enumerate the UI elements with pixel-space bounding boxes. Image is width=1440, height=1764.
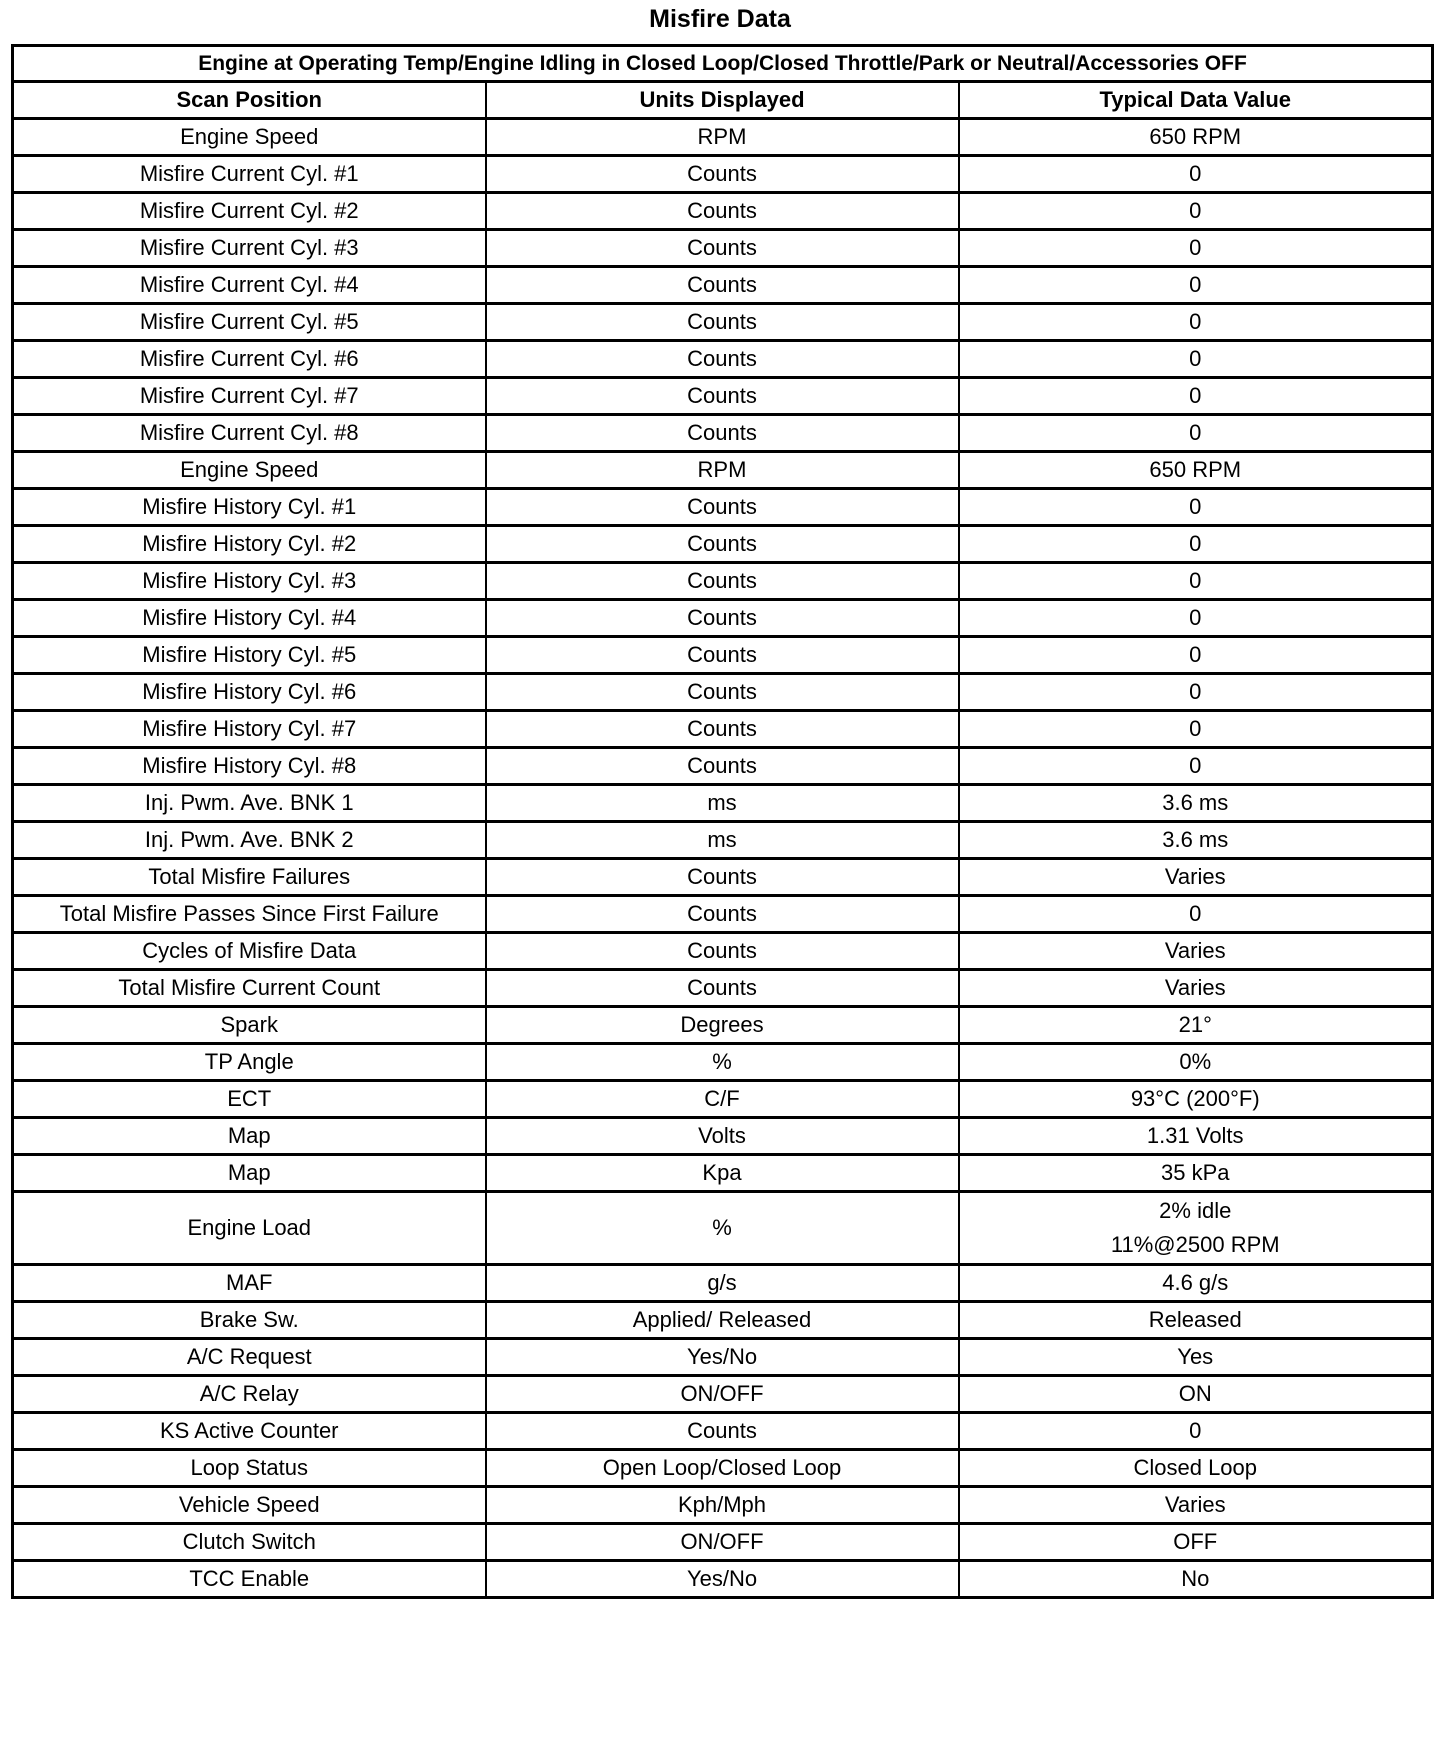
typical-value-cell: 35 kPa [959,1155,1433,1192]
typical-value-cell: Varies [959,933,1433,970]
scan-position-cell: Map [13,1118,486,1155]
units-displayed-cell: ms [486,785,959,822]
units-displayed-cell: Counts [486,711,959,748]
units-displayed-cell: Counts [486,193,959,230]
units-displayed-cell: Volts [486,1118,959,1155]
units-displayed-cell: Applied/ Released [486,1302,959,1339]
units-displayed-cell: Counts [486,970,959,1007]
table-row [13,748,1433,785]
scan-position-cell: Misfire History Cyl. #2 [13,526,486,563]
header-row [13,82,1433,119]
typical-value-cell: 0 [959,341,1433,378]
scan-position-cell: Misfire History Cyl. #5 [13,637,486,674]
table-row [13,1118,1433,1155]
table-row [13,341,1433,378]
units-displayed-cell: Degrees [486,1007,959,1044]
typical-value-cell: 0% [959,1044,1433,1081]
typical-value-cell: 0 [959,156,1433,193]
scan-position-cell: Cycles of Misfire Data [13,933,486,970]
units-displayed-cell: Kph/Mph [486,1487,959,1524]
table-row [13,1339,1433,1376]
typical-value-cell: 0 [959,230,1433,267]
scan-position-cell: TCC Enable [13,1561,486,1598]
table-row [13,230,1433,267]
typical-value-cell: Varies [959,859,1433,896]
units-displayed-cell: Counts [486,600,959,637]
typical-value-cell: 0 [959,193,1433,230]
typical-value-cell: 0 [959,489,1433,526]
typical-value-cell: 0 [959,415,1433,452]
units-displayed-cell: Counts [486,267,959,304]
scan-position-cell: Misfire Current Cyl. #2 [13,193,486,230]
units-displayed-cell: Yes/No [486,1561,959,1598]
units-displayed-cell: % [486,1044,959,1081]
units-displayed-cell: Counts [486,859,959,896]
units-displayed-cell: Counts [486,378,959,415]
units-displayed-cell: C/F [486,1081,959,1118]
scan-position-cell: Clutch Switch [13,1524,486,1561]
table-row [13,1007,1433,1044]
typical-value-cell: 3.6 ms [959,822,1433,859]
scan-position-cell: Misfire Current Cyl. #5 [13,304,486,341]
scan-position-cell: Misfire History Cyl. #8 [13,748,486,785]
typical-value-cell: 4.6 g/s [959,1265,1433,1302]
table-row [13,1155,1433,1192]
typical-value-cell: 3.6 ms [959,785,1433,822]
table-row [13,674,1433,711]
typical-value-cell: 21° [959,1007,1433,1044]
table-row [13,378,1433,415]
units-displayed-cell: Counts [486,563,959,600]
units-displayed-cell: RPM [486,119,959,156]
scan-position-cell: TP Angle [13,1044,486,1081]
table-body [13,46,1433,1598]
typical-value-cell: 650 RPM [959,119,1433,156]
scan-position-cell: Total Misfire Failures [13,859,486,896]
scan-position-cell: MAF [13,1265,486,1302]
table-row [13,526,1433,563]
typical-value-cell: 0 [959,378,1433,415]
typical-value-cell: 0 [959,563,1433,600]
table-row [13,1265,1433,1302]
scan-position-cell: Misfire Current Cyl. #8 [13,415,486,452]
scan-position-cell: Brake Sw. [13,1302,486,1339]
scan-position-cell: Misfire Current Cyl. #1 [13,156,486,193]
scan-position-cell: ECT [13,1081,486,1118]
table-row [13,1302,1433,1339]
table-row [13,304,1433,341]
table-row [13,1081,1433,1118]
units-displayed-cell: % [486,1192,959,1265]
header-scan-position: Scan Position [13,82,486,119]
table-row [13,1192,1433,1265]
table-row [13,1561,1433,1598]
units-displayed-cell: Counts [486,674,959,711]
table-row [13,489,1433,526]
misfire-data-table [11,44,1434,1599]
typical-value-cell: 0 [959,600,1433,637]
table-row [13,711,1433,748]
scan-position-cell: Engine Load [13,1192,486,1265]
typical-value-cell: 0 [959,674,1433,711]
units-displayed-cell: Kpa [486,1155,959,1192]
scan-position-cell: Misfire Current Cyl. #3 [13,230,486,267]
scan-position-cell: Misfire History Cyl. #7 [13,711,486,748]
typical-value-cell: ON [959,1376,1433,1413]
table-row [13,822,1433,859]
table-row [13,156,1433,193]
table-row [13,563,1433,600]
table-row [13,600,1433,637]
scan-position-cell: A/C Request [13,1339,486,1376]
typical-value-cell: Varies [959,1487,1433,1524]
scan-position-cell: Engine Speed [13,119,486,156]
table-row [13,1376,1433,1413]
table-row [13,193,1433,230]
typical-value-cell: Varies [959,970,1433,1007]
units-displayed-cell: Counts [486,896,959,933]
scan-position-cell: Total Misfire Passes Since First Failure [13,896,486,933]
table-row [13,1524,1433,1561]
scan-position-cell: KS Active Counter [13,1413,486,1450]
units-displayed-cell: Counts [486,304,959,341]
typical-value-cell: 0 [959,896,1433,933]
scan-position-cell: Misfire History Cyl. #6 [13,674,486,711]
scan-position-cell: Total Misfire Current Count [13,970,486,1007]
header-units-displayed: Units Displayed [486,82,959,119]
scan-position-cell: A/C Relay [13,1376,486,1413]
typical-value-cell: 0 [959,1413,1433,1450]
table-row [13,859,1433,896]
table-row [13,970,1433,1007]
table-row [13,1044,1433,1081]
typical-value-cell [959,1192,1433,1265]
typical-value-cell: 0 [959,304,1433,341]
typical-value-cell: 0 [959,267,1433,304]
table-row [13,1487,1433,1524]
scan-position-cell: Misfire Current Cyl. #6 [13,341,486,378]
scan-position-cell: Inj. Pwm. Ave. BNK 1 [13,785,486,822]
typical-value-cell: 0 [959,711,1433,748]
units-displayed-cell: g/s [486,1265,959,1302]
page-title: Misfire Data [649,5,791,33]
scan-position-cell: Spark [13,1007,486,1044]
condition-cell: Engine at Operating Temp/Engine Idling in Closed Loop/Closed Throttle/Park or Neutral/Accessories OFF [13,46,1433,82]
table-row [13,785,1433,822]
table-row [13,896,1433,933]
typical-value-cell: Released [959,1302,1433,1339]
typical-value-cell: No [959,1561,1433,1598]
typical-value-cell: 650 RPM [959,452,1433,489]
units-displayed-cell: Counts [486,526,959,563]
table-row [13,1450,1433,1487]
typical-value-cell: 93°C (200°F) [959,1081,1433,1118]
table-row [13,119,1433,156]
units-displayed-cell: RPM [486,452,959,489]
scan-position-cell: Misfire History Cyl. #1 [13,489,486,526]
typical-value-cell: 0 [959,748,1433,785]
units-displayed-cell: Counts [486,1413,959,1450]
scan-position-cell: Misfire History Cyl. #3 [13,563,486,600]
scan-position-cell: Misfire History Cyl. #4 [13,600,486,637]
typical-value-line: 2% idle [1159,1198,1232,1223]
table-row [13,933,1433,970]
typical-value-cell: Closed Loop [959,1450,1433,1487]
units-displayed-cell: Counts [486,156,959,193]
typical-value-cell: 0 [959,637,1433,674]
units-displayed-cell: Counts [486,748,959,785]
scan-position-cell: Map [13,1155,486,1192]
scan-position-cell: Misfire Current Cyl. #7 [13,378,486,415]
table-row [13,415,1433,452]
condition-row [13,46,1433,82]
units-displayed-cell: Counts [486,341,959,378]
units-displayed-cell: ms [486,822,959,859]
units-displayed-cell: ON/OFF [486,1524,959,1561]
units-displayed-cell: Counts [486,415,959,452]
units-displayed-cell: Yes/No [486,1339,959,1376]
typical-value-cell: 1.31 Volts [959,1118,1433,1155]
units-displayed-cell: ON/OFF [486,1376,959,1413]
scan-position-cell: Misfire Current Cyl. #4 [13,267,486,304]
units-displayed-cell: Open Loop/Closed Loop [486,1450,959,1487]
typical-value-cell: 0 [959,526,1433,563]
table-row [13,267,1433,304]
typical-value-line: 11%@2500 RPM [1110,1232,1280,1257]
units-displayed-cell: Counts [486,230,959,267]
table-row [13,637,1433,674]
units-displayed-cell: Counts [486,489,959,526]
scan-position-cell: Inj. Pwm. Ave. BNK 2 [13,822,486,859]
table-row [13,1413,1433,1450]
typical-value-cell: Yes [959,1339,1433,1376]
units-displayed-cell: Counts [486,933,959,970]
units-displayed-cell: Counts [486,637,959,674]
typical-value-cell: OFF [959,1524,1433,1561]
scan-position-cell: Loop Status [13,1450,486,1487]
scan-position-cell: Vehicle Speed [13,1487,486,1524]
table-row [13,452,1433,489]
scan-position-cell: Engine Speed [13,452,486,489]
header-typical-data-value: Typical Data Value [959,82,1433,119]
